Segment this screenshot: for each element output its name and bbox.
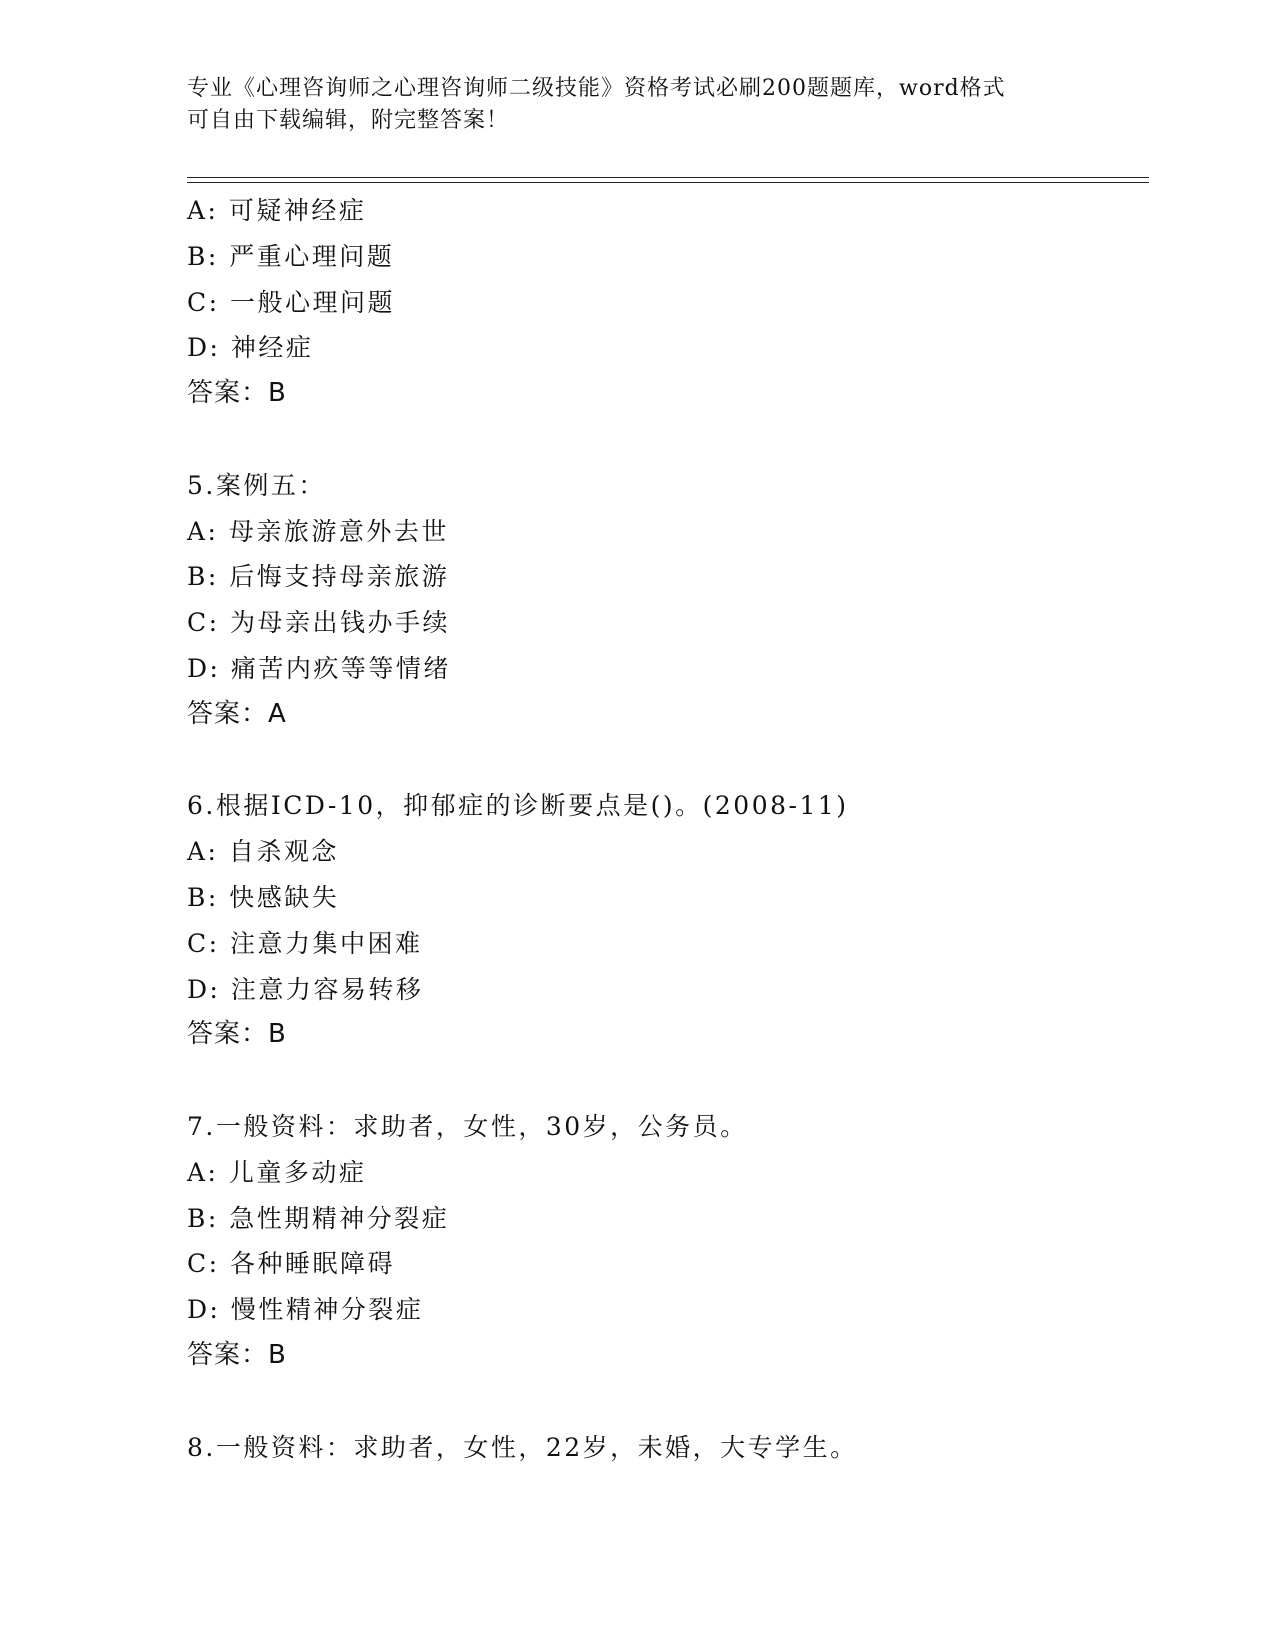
answer-line: 答案：B — [187, 1339, 287, 1370]
answer-line: 答案：B — [187, 1019, 287, 1050]
option-d: D: 神经症 — [187, 333, 314, 363]
spacer — [187, 738, 1137, 784]
option-b: B: 严重心理问题 — [187, 241, 395, 271]
answer-line: 答案：B — [187, 378, 287, 409]
spacer — [187, 1058, 1137, 1104]
option-a: A: 自杀观念 — [187, 837, 339, 867]
question-stem: 8.一般资料：求助者，女性，22岁，未婚，大专学生。 — [187, 1432, 858, 1462]
question-8 — [187, 1425, 1137, 1471]
option-c: C: 一般心理问题 — [187, 287, 395, 317]
option-d: D: 慢性精神分裂症 — [187, 1295, 424, 1325]
question-5 — [187, 463, 1137, 738]
header-divider-top — [187, 177, 1149, 178]
header-title-line-2: 可自由下载编辑，附完整答案！ — [187, 108, 510, 133]
question-stem: 5.案例五： — [187, 470, 326, 500]
option-c: C: 为母亲出钱办手续 — [187, 608, 450, 638]
page-header — [187, 73, 1087, 137]
header-title-line-1: 专业《心理咨询师之心理咨询师二级技能》资格考试必刷200题题库，word格式 — [187, 76, 1006, 101]
option-a: A: 可疑神经症 — [187, 196, 367, 225]
option-a: A: 儿童多动症 — [187, 1157, 367, 1187]
answer-line: 答案：A — [187, 698, 287, 729]
spacer — [187, 417, 1137, 463]
question-list — [187, 188, 1137, 1470]
option-b: B: 快感缺失 — [187, 882, 340, 912]
header-divider-bottom — [187, 182, 1149, 183]
spacer — [187, 1379, 1137, 1425]
option-c: C: 注意力集中困难 — [187, 928, 423, 958]
option-a: A: 母亲旅游意外去世 — [187, 516, 449, 546]
question-6 — [187, 783, 1137, 1058]
question-4 — [187, 188, 1137, 417]
question-7 — [187, 1104, 1137, 1379]
question-stem: 6.根据ICD-10，抑郁症的诊断要点是()。(2008-11) — [187, 791, 849, 821]
option-d: D: 痛苦内疚等等情绪 — [187, 653, 451, 683]
option-b: B: 急性期精神分裂症 — [187, 1203, 450, 1233]
option-b: B: 后悔支持母亲旅游 — [187, 562, 450, 592]
option-c: C: 各种睡眠障碍 — [187, 1249, 395, 1279]
question-stem: 7.一般资料：求助者，女性，30岁，公务员。 — [187, 1111, 748, 1141]
option-d: D: 注意力容易转移 — [187, 974, 424, 1004]
